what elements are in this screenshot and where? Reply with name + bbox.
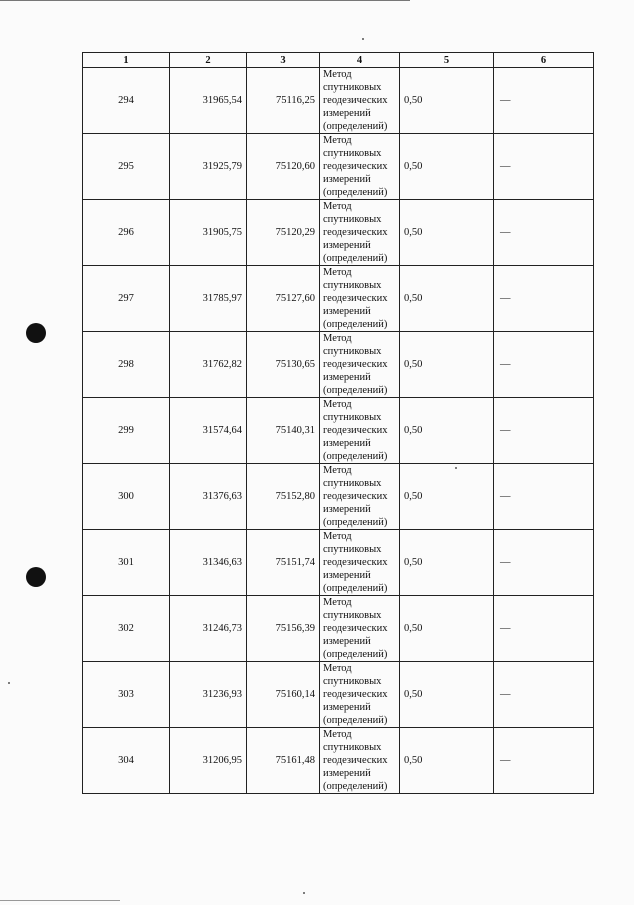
accuracy-value: 0,50 [400, 266, 494, 332]
coordinate-x: 31346,63 [170, 530, 247, 596]
description-value: — [494, 200, 594, 266]
coordinate-y: 75120,60 [247, 134, 320, 200]
description-value: — [494, 68, 594, 134]
method-line: Метод [323, 399, 352, 410]
method-line: спутниковых [323, 610, 382, 621]
column-header: 4 [320, 53, 400, 68]
coordinate-y: 75140,31 [247, 398, 320, 464]
method-cell [320, 332, 400, 398]
method-line: спутниковых [323, 148, 382, 159]
method-line: измерений [323, 636, 371, 647]
coordinate-x: 31206,95 [170, 728, 247, 794]
method-line: спутниковых [323, 544, 382, 555]
coordinate-y: 75152,80 [247, 464, 320, 530]
table-header-row [83, 53, 594, 68]
method-line: измерений [323, 438, 371, 449]
point-number: 296 [83, 200, 170, 266]
accuracy-value: 0,50 [400, 728, 494, 794]
point-number: 304 [83, 728, 170, 794]
description-value: — [494, 332, 594, 398]
method-line: измерений [323, 570, 371, 581]
method-line: (определений) [323, 583, 388, 594]
method-line: (определений) [323, 715, 388, 726]
description-value: — [494, 596, 594, 662]
accuracy-value: 0,50 [400, 332, 494, 398]
accuracy-value: 0,50 [400, 662, 494, 728]
table-row [83, 662, 594, 728]
method-line: спутниковых [323, 214, 382, 225]
coordinate-y: 75120,29 [247, 200, 320, 266]
coordinate-x: 31965,54 [170, 68, 247, 134]
column-header: 2 [170, 53, 247, 68]
method-line: геодезических [323, 161, 388, 172]
method-line: (определений) [323, 121, 388, 132]
method-line: измерений [323, 174, 371, 185]
table-row [83, 728, 594, 794]
method-line: (определений) [323, 385, 388, 396]
method-cell [320, 464, 400, 530]
method-line: геодезических [323, 557, 388, 568]
method-line: геодезических [323, 293, 388, 304]
method-line: геодезических [323, 425, 388, 436]
description-value: — [494, 134, 594, 200]
table-row [83, 200, 594, 266]
method-cell [320, 200, 400, 266]
table-body [83, 68, 594, 794]
scan-speck [8, 682, 10, 684]
coordinate-y: 75151,74 [247, 530, 320, 596]
coordinate-y: 75127,60 [247, 266, 320, 332]
method-line: Метод [323, 201, 352, 212]
accuracy-value: 0,50 [400, 68, 494, 134]
point-number: 298 [83, 332, 170, 398]
description-value: — [494, 398, 594, 464]
coordinates-table [82, 52, 594, 794]
column-header: 5 [400, 53, 494, 68]
point-number: 294 [83, 68, 170, 134]
scan-speck [362, 38, 364, 40]
method-line: измерений [323, 240, 371, 251]
method-line: геодезических [323, 623, 388, 634]
method-line: Метод [323, 465, 352, 476]
point-number: 300 [83, 464, 170, 530]
accuracy-value: 0,50 [400, 398, 494, 464]
method-line: измерений [323, 306, 371, 317]
point-number: 297 [83, 266, 170, 332]
accuracy-value: 0,50 [400, 200, 494, 266]
method-line: измерений [323, 768, 371, 779]
table-row [83, 530, 594, 596]
method-line: Метод [323, 333, 352, 344]
method-cell [320, 266, 400, 332]
method-cell [320, 662, 400, 728]
method-line: Метод [323, 729, 352, 740]
column-header: 3 [247, 53, 320, 68]
coordinate-x: 31762,82 [170, 332, 247, 398]
scan-speck [303, 892, 305, 894]
method-cell [320, 398, 400, 464]
method-line: измерений [323, 504, 371, 515]
punch-hole-lower [26, 567, 46, 587]
method-cell [320, 530, 400, 596]
point-number: 302 [83, 596, 170, 662]
description-value: — [494, 728, 594, 794]
point-number: 301 [83, 530, 170, 596]
method-cell [320, 68, 400, 134]
description-value: — [494, 662, 594, 728]
accuracy-value: 0,50 [400, 134, 494, 200]
table-row [83, 464, 594, 530]
point-number: 303 [83, 662, 170, 728]
coordinate-x: 31925,79 [170, 134, 247, 200]
point-number: 295 [83, 134, 170, 200]
column-header: 6 [494, 53, 594, 68]
method-line: геодезических [323, 359, 388, 370]
coordinate-x: 31236,93 [170, 662, 247, 728]
coordinate-x: 31246,73 [170, 596, 247, 662]
method-line: измерений [323, 372, 371, 383]
coordinate-x: 31905,75 [170, 200, 247, 266]
table-row [83, 134, 594, 200]
method-cell [320, 596, 400, 662]
point-number: 299 [83, 398, 170, 464]
method-line: (определений) [323, 517, 388, 528]
coordinate-x: 31574,64 [170, 398, 247, 464]
accuracy-value: 0,50 [400, 596, 494, 662]
method-line: спутниковых [323, 742, 382, 753]
description-value: — [494, 266, 594, 332]
method-line: геодезических [323, 689, 388, 700]
column-header: 1 [83, 53, 170, 68]
accuracy-value: 0,50 [400, 530, 494, 596]
method-line: (определений) [323, 253, 388, 264]
method-line: Метод [323, 663, 352, 674]
table-row [83, 596, 594, 662]
coordinate-y: 75161,48 [247, 728, 320, 794]
method-line: (определений) [323, 649, 388, 660]
punch-hole-upper [26, 323, 46, 343]
method-line: (определений) [323, 187, 388, 198]
table-row [83, 68, 594, 134]
method-line: геодезических [323, 491, 388, 502]
method-line: Метод [323, 597, 352, 608]
method-line: (определений) [323, 781, 388, 792]
coordinate-x: 31376,63 [170, 464, 247, 530]
description-value: — [494, 464, 594, 530]
method-line: Метод [323, 531, 352, 542]
coordinate-y: 75130,65 [247, 332, 320, 398]
method-line: измерений [323, 108, 371, 119]
method-line: Метод [323, 135, 352, 146]
method-line: Метод [323, 267, 352, 278]
method-line: геодезических [323, 755, 388, 766]
method-line: спутниковых [323, 82, 382, 93]
method-cell [320, 134, 400, 200]
method-line: геодезических [323, 227, 388, 238]
method-line: Метод [323, 69, 352, 80]
accuracy-value: 0,50 [400, 464, 494, 530]
method-line: (определений) [323, 319, 388, 330]
method-line: измерений [323, 702, 371, 713]
table-row [83, 332, 594, 398]
top-border-line [0, 0, 410, 1]
method-line: спутниковых [323, 676, 382, 687]
coordinate-x: 31785,97 [170, 266, 247, 332]
table-row [83, 266, 594, 332]
table-row [83, 398, 594, 464]
method-line: (определений) [323, 451, 388, 462]
method-line: спутниковых [323, 346, 382, 357]
bottom-border-line [0, 900, 120, 901]
coordinate-y: 75116,25 [247, 68, 320, 134]
method-cell [320, 728, 400, 794]
coordinate-y: 75156,39 [247, 596, 320, 662]
method-line: геодезических [323, 95, 388, 106]
coordinate-y: 75160,14 [247, 662, 320, 728]
description-value: — [494, 530, 594, 596]
method-line: спутниковых [323, 478, 382, 489]
method-line: спутниковых [323, 280, 382, 291]
method-line: спутниковых [323, 412, 382, 423]
